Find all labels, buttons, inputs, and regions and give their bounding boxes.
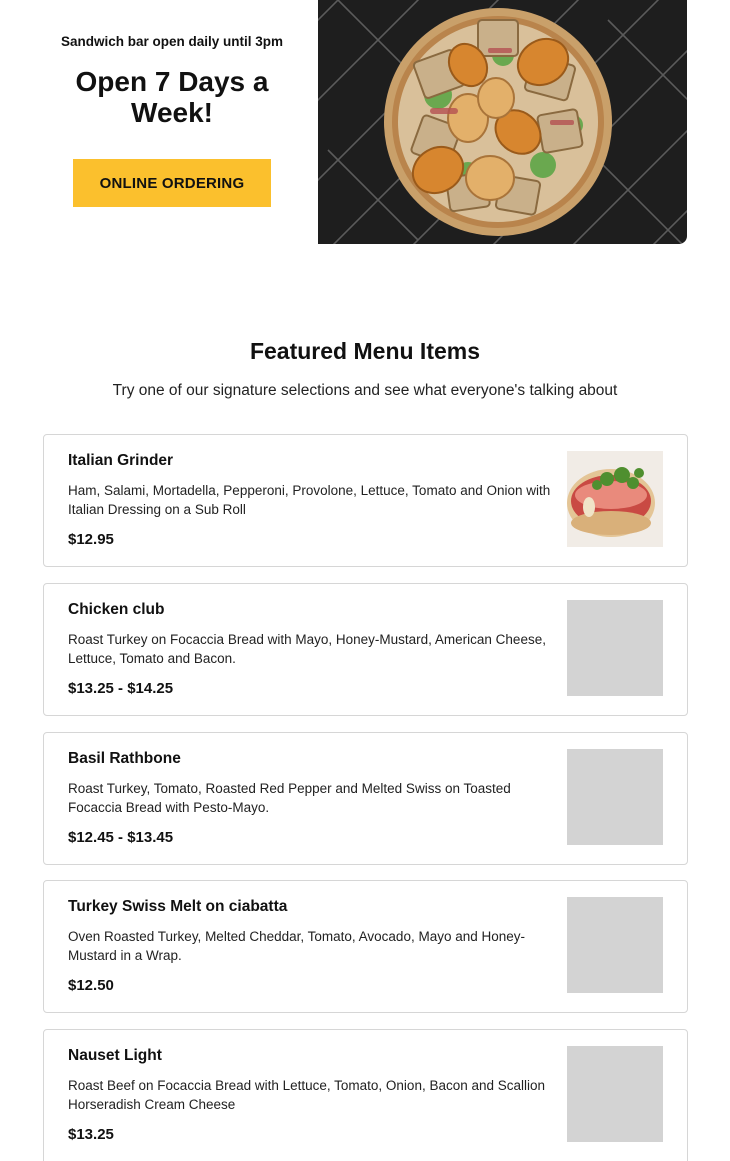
sub-sandwich-illustration: [567, 451, 663, 547]
featured-menu-title: Featured Menu Items: [249, 338, 481, 364]
hero-text-block: [28, 0, 316, 244]
menu-item-name: Chicken club: [68, 601, 165, 618]
menu-item-price: $12.50: [68, 977, 114, 994]
menu-item-price: $12.45 - $13.45: [68, 829, 174, 846]
menu-item-price: $13.25: [68, 1126, 114, 1143]
menu-item-image: [567, 451, 663, 547]
menu-item-image-placeholder: [567, 749, 663, 845]
menu-item-card[interactable]: [43, 732, 688, 865]
hero-image: [318, 0, 687, 244]
menu-item-name: Nauset Light: [68, 1047, 162, 1064]
menu-item-description: Oven Roasted Turkey, Melted Cheddar, Tomato, Avocado, Mayo and Honey-Mustard in a Wrap.: [68, 929, 526, 963]
menu-item-name: Basil Rathbone: [68, 750, 181, 767]
menu-item-price: $13.25 - $14.25: [68, 680, 174, 697]
hero-title: Open 7 Days a Week!: [75, 66, 269, 128]
menu-item-description: Roast Beef on Focaccia Bread with Lettuce, Tomato, Onion, Bacon and Scallion Horseradish Cream Cheese: [68, 1078, 546, 1112]
menu-item-card[interactable]: [43, 583, 688, 716]
menu-item-price: $12.95: [68, 531, 114, 548]
featured-menu-subtitle: Try one of our signature selections and see what everyone's talking about: [112, 382, 618, 399]
menu-item-description: Roast Turkey, Tomato, Roasted Red Pepper and Melted Swiss on Toasted Focaccia Bread with Pesto-Mayo.: [68, 781, 511, 815]
menu-item-image-placeholder: [567, 1046, 663, 1142]
menu-item-card[interactable]: [43, 1029, 688, 1161]
hours-text: Sandwich bar open daily until 3pm: [60, 34, 284, 49]
menu-item-description: Ham, Salami, Mortadella, Pepperoni, Provolone, Lettuce, Tomato and Onion with Italian Dressing on a Sub Roll: [68, 483, 551, 517]
menu-item-name: Turkey Swiss Melt on ciabatta: [68, 898, 288, 915]
online-ordering-button[interactable]: ONLINE ORDERING: [73, 159, 271, 207]
sandwich-platter-illustration: [318, 0, 687, 244]
menu-item-image-placeholder: [567, 897, 663, 993]
menu-item-card[interactable]: [43, 434, 688, 567]
menu-item-image-placeholder: [567, 600, 663, 696]
menu-item-card[interactable]: [43, 880, 688, 1013]
menu-item-name: Italian Grinder: [68, 452, 174, 469]
menu-item-description: Roast Turkey on Focaccia Bread with Mayo, Honey-Mustard, American Cheese, Lettuce, Tomato and Bacon.: [68, 632, 546, 666]
